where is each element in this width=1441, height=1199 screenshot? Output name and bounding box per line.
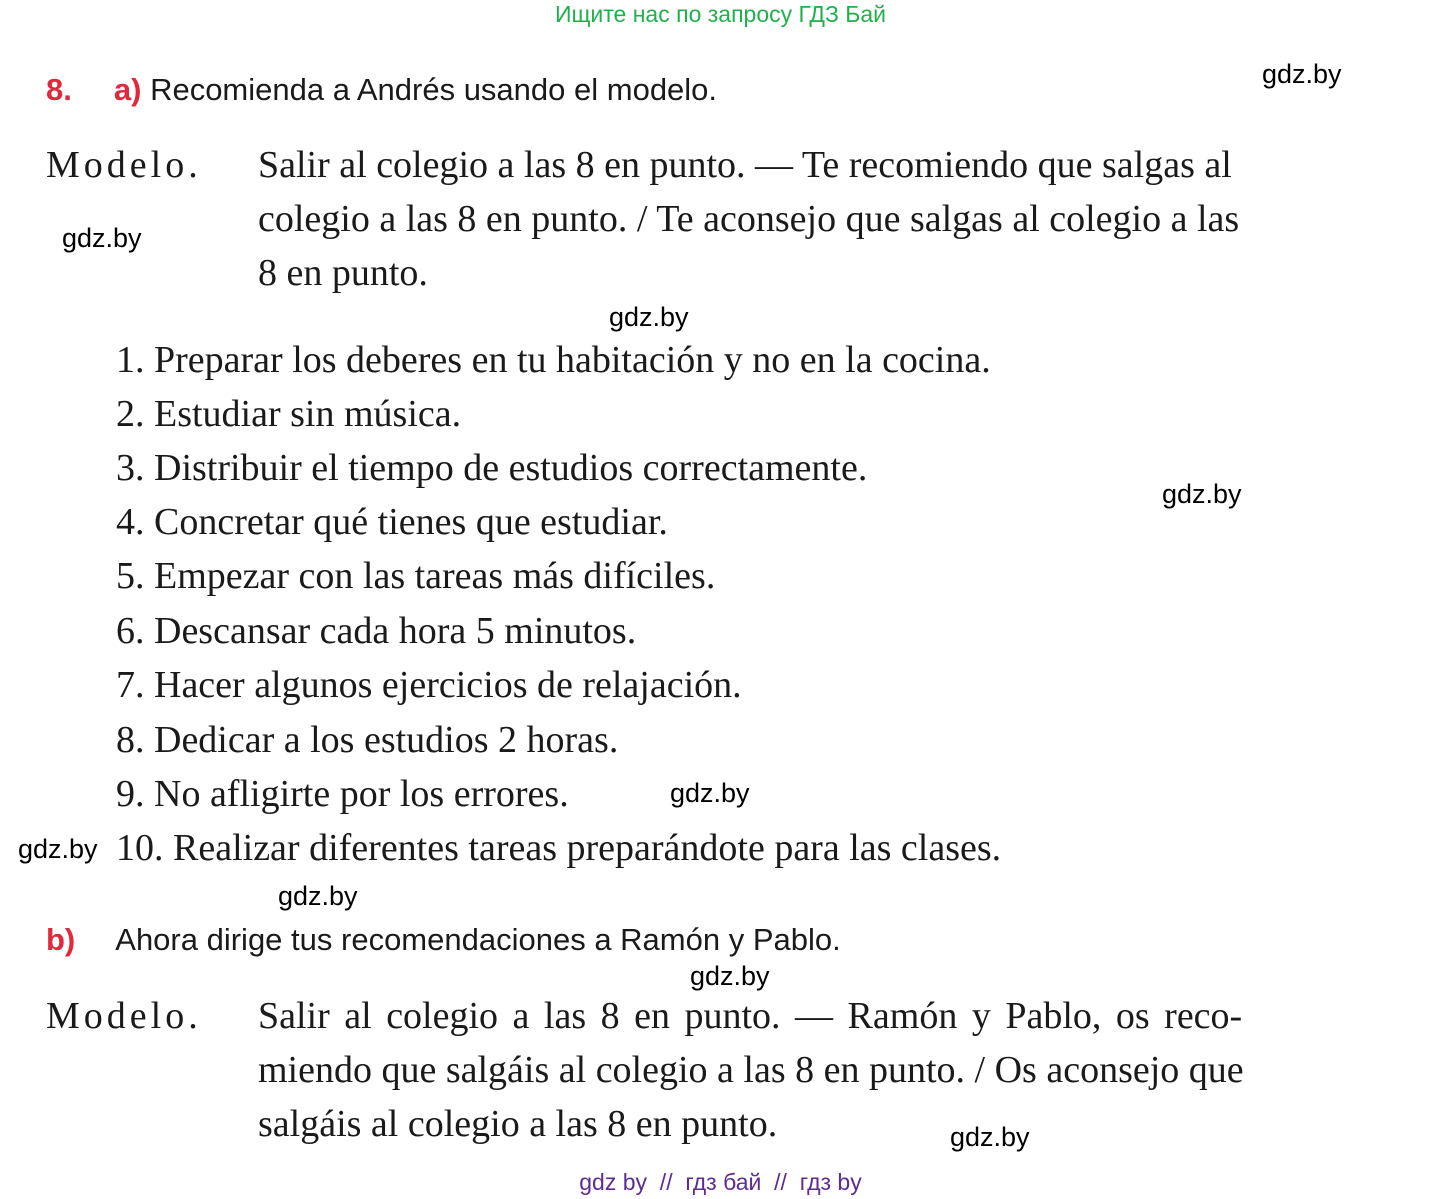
model-b-label: Modelo. [46, 995, 202, 1037]
top-banner: Ищите нас по запросу ГДЗ Бай [554, 1, 887, 27]
watermark: gdz.by [1262, 59, 1342, 89]
list-item: 4. Concretar qué tienes que estudiar. [116, 501, 668, 543]
list-item: 10. Realizar diferentes tareas preparándote para las clases. [116, 827, 1002, 869]
part-a-label: a) [113, 72, 142, 107]
list-item: 7. Hacer algunos ejercicios de relajación. [116, 664, 742, 706]
list-item: 9. No afligirte por los errores. [116, 773, 569, 815]
watermark: gdz.by [278, 881, 358, 911]
list-item: 6. Descansar cada hora 5 minutos. [116, 610, 637, 652]
list-item: 2. Estudiar sin música. [116, 393, 462, 435]
watermark: gdz.by [62, 223, 142, 253]
model-a-line-2: colegio a las 8 en punto. / Te aconsejo que salgas al colegio a las [258, 198, 1240, 240]
exercise-heading-a [46, 71, 717, 109]
list-item: 8. Dedicar a los estudios 2 horas. [116, 719, 619, 761]
exercise-number: 8. [46, 72, 72, 107]
watermark: gdz.by [950, 1122, 1030, 1152]
list-item: 5. Empezar con las tareas más difíciles. [116, 555, 716, 597]
exercise-heading-b [46, 921, 841, 959]
watermark: gdz.by [670, 778, 750, 808]
watermark: gdz.by [1162, 479, 1242, 509]
model-a-line-3: 8 en punto. [258, 252, 428, 294]
model-a-line-1: Salir al colegio a las 8 en punto. — Te recomiendo que salgas al [258, 144, 1232, 186]
model-b-line-2: miendo que salgáis al colegio a las 8 en punto. / Os aconsejo que [258, 1049, 1244, 1091]
watermark: gdz.by [18, 834, 98, 864]
watermark: gdz.by [690, 961, 770, 991]
model-b-line-3: salgáis al colegio a las 8 en punto. [258, 1103, 778, 1145]
watermark: gdz.by [609, 302, 689, 332]
list-item: 3. Distribuir el tiempo de estudios correctamente. [116, 447, 868, 489]
list-item: 1. Preparar los deberes en tu habitación y no en la cocina. [116, 339, 991, 381]
part-a-instruction: Recomienda a Andrés usando el modelo. [150, 72, 718, 107]
footer-banner: gdz by // гдз бай // гдз by [579, 1169, 862, 1195]
model-b-line-1: Salir al colegio a las 8 en punto. — Ramón y Pablo, os reco- [258, 995, 1243, 1037]
model-a-label: Modelo. [46, 144, 202, 186]
part-b-label: b) [46, 922, 76, 957]
part-b-instruction: Ahora dirige tus recomendaciones a Ramón y Pablo. [115, 922, 841, 957]
